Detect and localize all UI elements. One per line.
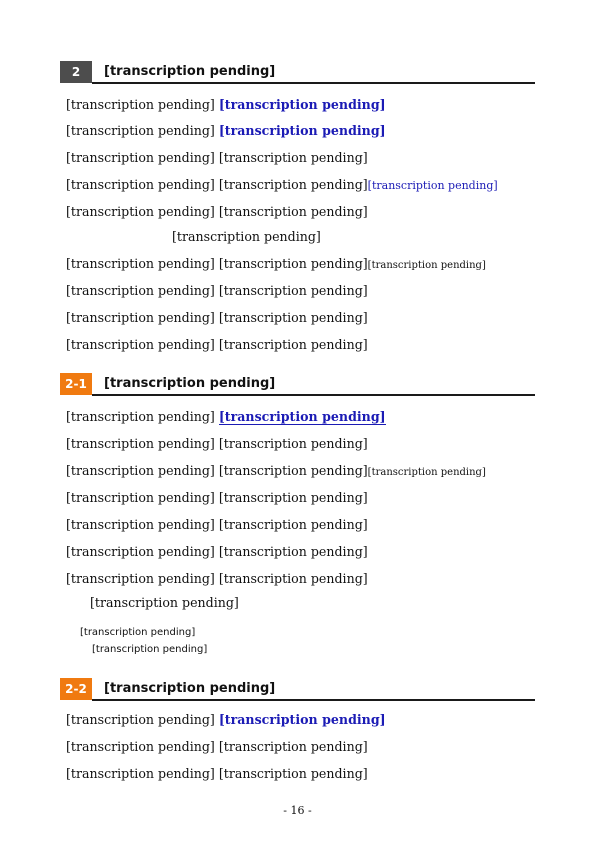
item-value: [transcription pending] bbox=[218, 337, 368, 352]
item-note: [transcription pending] bbox=[367, 179, 498, 192]
item-label: [transcription pending] bbox=[66, 337, 215, 352]
list-item bbox=[66, 176, 547, 195]
list-item bbox=[66, 122, 547, 140]
item-value: [transcription pending] bbox=[218, 544, 368, 559]
item-label: [transcription pending] bbox=[66, 544, 215, 559]
list-item bbox=[66, 543, 547, 561]
list-item-continuation bbox=[172, 228, 547, 246]
section-number-badge: 2-1 bbox=[60, 373, 92, 395]
section-title: [transcription pending] bbox=[92, 677, 535, 701]
list-item-continuation bbox=[90, 594, 547, 612]
item-value-continued: [transcription pending] bbox=[90, 595, 239, 610]
item-value: [transcription pending] bbox=[218, 766, 368, 781]
item-label: [transcription pending] bbox=[66, 517, 215, 532]
list-item bbox=[66, 489, 547, 507]
item-label: [transcription pending] bbox=[66, 123, 215, 138]
item-value: [transcription pending] bbox=[218, 463, 368, 478]
item-value: [transcription pending] bbox=[218, 256, 368, 271]
list-item bbox=[66, 282, 547, 300]
item-value: [transcription pending] bbox=[218, 97, 386, 112]
item-label: [transcription pending] bbox=[66, 571, 215, 586]
list-item bbox=[66, 462, 547, 482]
item-value: [transcription pending] bbox=[218, 150, 368, 165]
section-2-header bbox=[60, 61, 535, 83]
item-value: [transcription pending] bbox=[218, 436, 368, 451]
item-label: [transcription pending] bbox=[66, 463, 215, 478]
item-label: [transcription pending] bbox=[66, 177, 215, 192]
list-item bbox=[66, 711, 547, 729]
list-item bbox=[66, 435, 547, 453]
item-value: [transcription pending] bbox=[218, 571, 368, 586]
section-title: [transcription pending] bbox=[92, 372, 535, 396]
item-label: [transcription pending] bbox=[66, 409, 215, 424]
item-value: [transcription pending] bbox=[218, 123, 386, 138]
item-label: [transcription pending] bbox=[66, 739, 215, 754]
item-value: [transcription pending] bbox=[218, 490, 368, 505]
item-note: [transcription pending] bbox=[367, 260, 486, 271]
list-item bbox=[66, 149, 547, 167]
item-label: [transcription pending] bbox=[66, 310, 215, 325]
section-title: [transcription pending] bbox=[92, 60, 535, 84]
list-item bbox=[66, 203, 547, 221]
item-value: [transcription pending] bbox=[218, 177, 368, 192]
item-value: [transcription pending] bbox=[218, 204, 368, 219]
footnote-line: [transcription pending] bbox=[92, 644, 208, 655]
section-number-badge: 2 bbox=[60, 61, 92, 83]
item-value: [transcription pending] bbox=[218, 739, 368, 754]
footnote-line: [transcription pending] bbox=[80, 627, 196, 638]
item-label: [transcription pending] bbox=[66, 204, 215, 219]
footnote bbox=[80, 624, 547, 658]
item-label: [transcription pending] bbox=[66, 490, 215, 505]
section-2-1-header bbox=[60, 373, 535, 395]
item-label: [transcription pending] bbox=[66, 97, 215, 112]
list-item bbox=[66, 408, 547, 426]
list-item bbox=[66, 570, 547, 588]
page-number: - 16 - bbox=[283, 804, 312, 817]
item-value: [transcription pending] bbox=[218, 283, 368, 298]
item-note: [transcription pending] bbox=[367, 467, 486, 478]
item-label: [transcription pending] bbox=[66, 712, 215, 727]
list-item bbox=[66, 96, 547, 114]
list-item bbox=[66, 336, 547, 354]
list-item bbox=[66, 765, 547, 783]
item-label: [transcription pending] bbox=[66, 283, 215, 298]
item-label: [transcription pending] bbox=[66, 436, 215, 451]
item-value: [transcription pending] bbox=[218, 310, 368, 325]
item-value: [transcription pending] bbox=[218, 712, 386, 727]
list-item bbox=[66, 516, 547, 534]
item-value: [transcription pending] bbox=[218, 517, 368, 532]
item-label: [transcription pending] bbox=[66, 766, 215, 781]
item-label: [transcription pending] bbox=[66, 150, 215, 165]
list-item bbox=[66, 255, 547, 275]
section-number-badge: 2-2 bbox=[60, 678, 92, 700]
item-value: [transcription pending] bbox=[218, 409, 386, 424]
list-item bbox=[66, 738, 547, 756]
item-value-continued: [transcription pending] bbox=[172, 229, 321, 244]
list-item bbox=[66, 309, 547, 327]
section-2-2-header bbox=[60, 678, 535, 700]
item-label: [transcription pending] bbox=[66, 256, 215, 271]
